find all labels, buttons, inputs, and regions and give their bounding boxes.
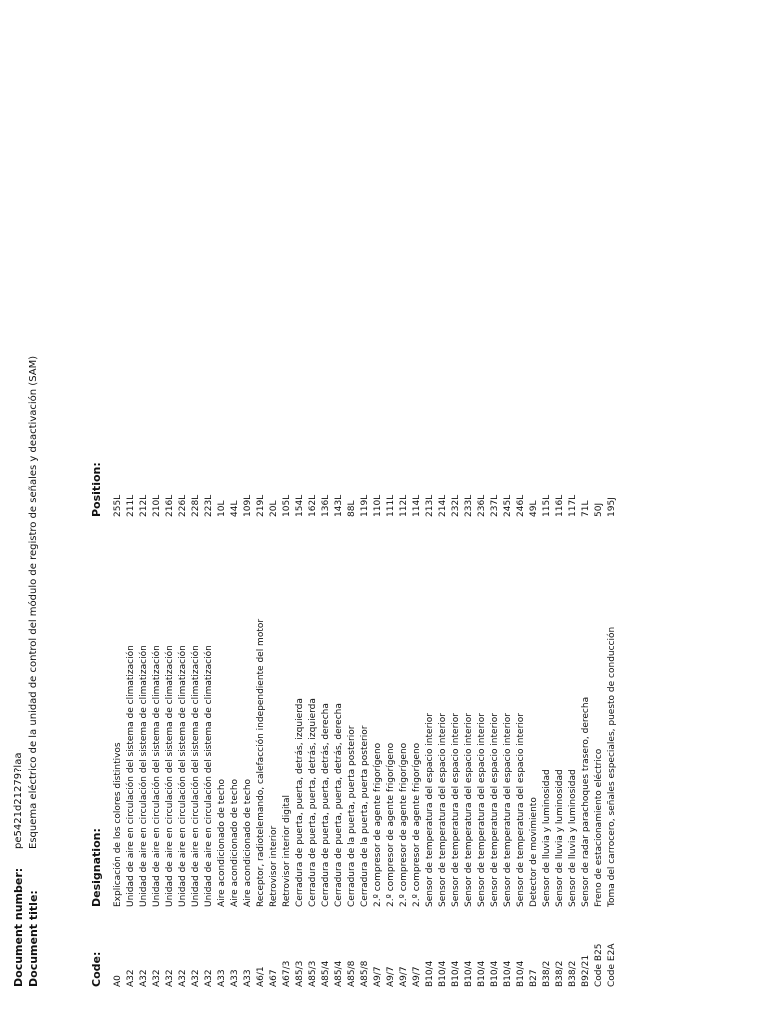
row-code: B10/4	[477, 960, 487, 987]
table-row	[281, 267, 294, 987]
document-number-label: Document number:	[12, 867, 25, 987]
row-position: 50J	[594, 502, 604, 517]
table-row	[216, 267, 229, 987]
row-code: A9/7	[412, 966, 422, 987]
row-designation: Detector de movimiento	[529, 797, 539, 907]
row-designation: Sensor de temperatura del espacio interior	[438, 713, 448, 907]
row-position: 44L	[230, 500, 240, 517]
row-position: 49L	[529, 500, 539, 517]
row-code: B27	[529, 969, 539, 987]
row-code: Code B25	[594, 943, 604, 987]
row-position: 236L	[477, 494, 487, 517]
row-code: A33	[230, 969, 240, 987]
table-row	[593, 267, 606, 987]
row-position: 154L	[295, 494, 305, 517]
table-row	[502, 267, 515, 987]
row-code: A85/8	[347, 960, 357, 987]
row-position: 115L	[542, 494, 552, 517]
row-position: 245L	[503, 494, 513, 517]
table-row	[463, 267, 476, 987]
row-designation: Toma del carrocero, señales especiales, puesto de conducción	[607, 626, 617, 907]
row-designation: 2.º compresor de agente frigorígeno	[373, 742, 383, 907]
document-title-value: Esquema eléctrico de la unidad de control del módulo de registro de señales y deactivación (SAM)	[28, 355, 39, 849]
row-code: A33	[217, 969, 227, 987]
table-row	[125, 267, 138, 987]
row-code: A9/7	[373, 966, 383, 987]
row-code: A67	[269, 969, 279, 987]
position-column-header: Position:	[90, 462, 103, 517]
table-row	[515, 267, 528, 987]
row-position: 255L	[113, 494, 123, 517]
table-row	[476, 267, 489, 987]
row-designation: Aire acondicionado de techo	[230, 778, 240, 907]
row-position: 117L	[568, 494, 578, 517]
row-position: 109L	[243, 494, 253, 517]
row-position: 111L	[386, 494, 396, 517]
row-designation: Unidad de aire en circulación del sistema de climatización	[165, 645, 175, 907]
table-row	[437, 267, 450, 987]
row-position: 143L	[334, 494, 344, 517]
row-designation: Unidad de aire en circulación del sistema de climatización	[191, 645, 201, 907]
row-position: 10L	[217, 500, 227, 517]
row-code: A85/4	[321, 960, 331, 987]
designation-column-header: Designation:	[90, 828, 103, 907]
row-code: A6/1	[256, 966, 266, 987]
row-designation: Cerradura de puerta, puerta, detrás, izquierda	[308, 698, 318, 907]
row-designation: Sensor de radar parachoques trasero, derecha	[581, 696, 591, 907]
row-designation: Aire acondicionado de techo	[243, 778, 253, 907]
row-designation: Receptor, radiotelemando, calefacción independiente del motor	[256, 618, 266, 907]
row-position: 228L	[191, 494, 201, 517]
row-position: 232L	[451, 494, 461, 517]
row-position: 110L	[373, 494, 383, 517]
row-code: A33	[243, 969, 253, 987]
row-code: B10/4	[425, 960, 435, 987]
table-row	[424, 267, 437, 987]
row-code: A32	[126, 969, 136, 987]
row-position: 216L	[165, 494, 175, 517]
row-position: 212L	[139, 494, 149, 517]
row-designation: Cerradura de puerta, puerta, detrás, derecha	[321, 703, 331, 907]
row-position: 88L	[347, 500, 357, 517]
row-designation: Sensor de temperatura del espacio interior	[425, 713, 435, 907]
row-code: A32	[152, 969, 162, 987]
table-row	[606, 267, 619, 987]
row-designation: 2.º compresor de agente frigorígeno	[412, 742, 422, 907]
row-position: 214L	[438, 494, 448, 517]
row-designation: Cerradura de puerta, puerta, detrás, derecha	[334, 703, 344, 907]
table-row	[112, 267, 125, 987]
row-designation: Sensor de temperatura del espacio interior	[503, 713, 513, 907]
row-designation: Cerradura de puerta, puerta, detrás, izquierda	[295, 698, 305, 907]
table-row	[294, 267, 307, 987]
table-row	[567, 267, 580, 987]
row-designation: Unidad de aire en circulación del sistema de climatización	[178, 645, 188, 907]
row-designation: Sensor de temperatura del espacio interior	[464, 713, 474, 907]
table-row	[359, 267, 372, 987]
row-designation: Explicación de los colores distintivos	[113, 742, 123, 907]
table-row	[528, 267, 541, 987]
row-code: B10/4	[451, 960, 461, 987]
row-designation: Cerradura de la puerta, puerta posterior	[347, 725, 357, 907]
row-code: B10/4	[464, 960, 474, 987]
row-designation: Sensor de temperatura del espacio interior	[477, 713, 487, 907]
row-code: B10/4	[503, 960, 513, 987]
table-row	[372, 267, 385, 987]
table-row	[385, 267, 398, 987]
table-row	[580, 267, 593, 987]
row-designation: Sensor de lluvia y luminosidad	[555, 769, 565, 907]
row-position: 20L	[269, 500, 279, 517]
row-code: B10/4	[516, 960, 526, 987]
table-row	[554, 267, 567, 987]
component-table	[112, 267, 619, 987]
row-code: A32	[191, 969, 201, 987]
row-code: B38/2	[555, 960, 565, 987]
table-row	[255, 267, 268, 987]
row-code: B38/2	[568, 960, 578, 987]
row-designation: Sensor de lluvia y luminosidad	[568, 769, 578, 907]
table-row	[450, 267, 463, 987]
row-position: 213L	[425, 494, 435, 517]
table-row	[203, 267, 216, 987]
row-position: 233L	[464, 494, 474, 517]
row-code: B10/4	[490, 960, 500, 987]
code-column-header: Code:	[90, 951, 103, 987]
row-code: A32	[204, 969, 214, 987]
table-row	[164, 267, 177, 987]
row-code: A9/7	[386, 966, 396, 987]
table-row	[242, 267, 255, 987]
row-designation: 2.º compresor de agente frigorígeno	[399, 742, 409, 907]
row-code: A0	[113, 975, 123, 987]
table-row	[177, 267, 190, 987]
table-row	[229, 267, 242, 987]
row-code: B38/2	[542, 960, 552, 987]
row-position: 223L	[204, 494, 214, 517]
table-row	[151, 267, 164, 987]
row-designation: Sensor de temperatura del espacio interior	[451, 713, 461, 907]
row-position: 237L	[490, 494, 500, 517]
row-designation: Unidad de aire en circulación del sistema de climatización	[126, 645, 136, 907]
row-code: A32	[165, 969, 175, 987]
row-code: A85/3	[308, 960, 318, 987]
row-position: 112L	[399, 494, 409, 517]
row-position: 114L	[412, 494, 422, 517]
document-number-value: pe5421d21279?laa	[13, 752, 24, 849]
row-designation: Unidad de aire en circulación del sistema de climatización	[204, 645, 214, 907]
table-row	[333, 267, 346, 987]
row-designation: Cerradura de la puerta, puerta posterior	[360, 725, 370, 907]
row-position: 219L	[256, 494, 266, 517]
row-designation: Sensor de temperatura del espacio interior	[516, 713, 526, 907]
row-position: 211L	[126, 494, 136, 517]
table-row	[489, 267, 502, 987]
document-title-label: Document title:	[27, 890, 40, 987]
row-position: 105L	[282, 494, 292, 517]
table-row	[346, 267, 359, 987]
row-position: 226L	[178, 494, 188, 517]
row-code: B10/4	[438, 960, 448, 987]
row-code: A85/8	[360, 960, 370, 987]
row-designation: Sensor de temperatura del espacio interior	[490, 713, 500, 907]
table-row	[541, 267, 554, 987]
row-designation: Freno de estacionamiento eléctrico	[594, 748, 604, 907]
row-position: 195J	[607, 497, 617, 517]
row-position: 119L	[360, 494, 370, 517]
row-code: A32	[178, 969, 188, 987]
row-designation: Retrovisor interior	[269, 825, 279, 907]
row-code: A85/4	[334, 960, 344, 987]
table-row	[307, 267, 320, 987]
row-designation: Sensor de lluvia y luminosidad	[542, 769, 552, 907]
row-designation: 2.º compresor de agente frigorígeno	[386, 742, 396, 907]
row-position: 210L	[152, 494, 162, 517]
row-code: A85/3	[295, 960, 305, 987]
row-position: 162L	[308, 494, 318, 517]
row-code: Code E2A	[607, 943, 617, 987]
table-row	[320, 267, 333, 987]
table-row	[190, 267, 203, 987]
row-position: 246L	[516, 494, 526, 517]
table-row	[411, 267, 424, 987]
row-position: 116L	[555, 494, 565, 517]
row-code: A32	[139, 969, 149, 987]
row-position: 136L	[321, 494, 331, 517]
table-row	[138, 267, 151, 987]
row-designation: Unidad de aire en circulación del sistema de climatización	[139, 645, 149, 907]
row-designation: Retrovisor interior digital	[282, 794, 292, 907]
row-position: 71L	[581, 500, 591, 517]
row-code: A67/3	[282, 960, 292, 987]
row-designation: Unidad de aire en circulación del sistema de climatización	[152, 645, 162, 907]
row-code: A9/7	[399, 966, 409, 987]
row-designation: Aire acondicionado de techo	[217, 778, 227, 907]
row-code: B92/21	[581, 954, 591, 987]
table-row	[268, 267, 281, 987]
table-row	[398, 267, 411, 987]
